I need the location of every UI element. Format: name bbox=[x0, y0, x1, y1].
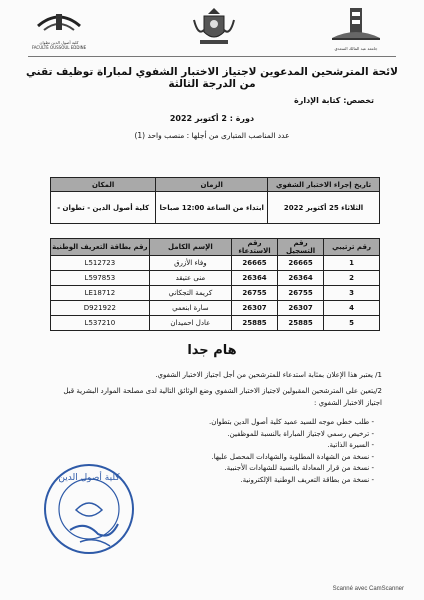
registration-cell: 26665 bbox=[278, 256, 324, 271]
table-row bbox=[51, 286, 380, 301]
header-divider bbox=[28, 56, 396, 57]
exam-info-table bbox=[50, 177, 380, 224]
exam-info-row bbox=[51, 192, 380, 224]
fullname-cell: كريمة التجكاني bbox=[149, 286, 231, 301]
note-2-line-2: اجتياز الاختبار الشفوي : bbox=[313, 398, 382, 407]
coat-of-arms-icon bbox=[190, 6, 238, 48]
convocation-cell: 26307 bbox=[231, 301, 277, 316]
rank-cell: 5 bbox=[324, 316, 380, 331]
important-heading: هام جدا bbox=[187, 343, 237, 358]
stamp-text: كلية أصول الدين bbox=[58, 473, 120, 483]
faculty-emblem-icon bbox=[30, 6, 88, 36]
table-row bbox=[51, 316, 380, 331]
university-tower-icon bbox=[328, 6, 384, 42]
session-line: دورة : 2 أكتوبر 2022 bbox=[169, 114, 255, 123]
table-row bbox=[51, 271, 380, 286]
convocation-cell: 25885 bbox=[231, 316, 277, 331]
fullname-header: الإسم الكامل bbox=[149, 239, 231, 256]
registration-cell: 26307 bbox=[278, 301, 324, 316]
exam-date-cell: الثلاثاء 25 أكتوبر 2022 bbox=[268, 192, 380, 224]
fullname-cell: سارة ابنعمي bbox=[149, 301, 231, 316]
rank-header: رقم ترتيبي bbox=[324, 239, 380, 256]
list-item: - السيرة الذاتية. bbox=[327, 441, 374, 450]
rank-cell: 3 bbox=[324, 286, 380, 301]
document-title: لائحة المترشحين المدعوين لاجتياز الاختبار الشفوي لمباراة توظيف تقني من الدرجة الثالثة bbox=[26, 66, 398, 90]
convocation-cell: 26755 bbox=[231, 286, 277, 301]
list-item: - نسخة من قرار المعادلة بالنسبة للشهادات الأجنبية. bbox=[224, 464, 374, 473]
list-item: - نسخة من بطاقة التعريف الوطنية الإلكترونية. bbox=[240, 475, 374, 484]
registration-cell: 26755 bbox=[278, 286, 324, 301]
convocation-cell: 26665 bbox=[231, 256, 277, 271]
scanner-note: Scanné avec CamScanner bbox=[332, 586, 404, 592]
exam-place-cell: كلية أصول الدين - تطوان - bbox=[51, 192, 156, 224]
rank-cell: 4 bbox=[324, 301, 380, 316]
registration-cell: 25885 bbox=[278, 316, 324, 331]
candidates-header-row bbox=[51, 239, 380, 256]
convocation-cell: 26364 bbox=[231, 271, 277, 286]
list-item: - طلب خطي موجه للسيد عميد كلية أصول الدين بتطوان. bbox=[208, 418, 374, 426]
cin-cell: L597853 bbox=[51, 271, 150, 286]
faculty-logo-caption-fr: FACULTÉ OUSSOUL EDDINE bbox=[31, 45, 87, 50]
registration-header: رقم التسجيل bbox=[278, 239, 324, 256]
coat-of-arms-logo bbox=[190, 6, 238, 52]
official-stamp bbox=[40, 460, 138, 558]
faculty-logo-caption-ar: كلية أصول الدين تطوان bbox=[39, 40, 79, 45]
exam-date-header: تاريخ إجراء الاختبار الشفوي bbox=[268, 178, 380, 192]
faculty-logo bbox=[30, 6, 88, 52]
cin-cell: LE18712 bbox=[51, 286, 150, 301]
fullname-cell: عادل احميدان bbox=[149, 316, 231, 331]
list-item: - ترخيص رسمي لاجتياز المباراة بالنسبة للموظفين. bbox=[227, 429, 374, 438]
exam-time-cell: ابتداء من الساعة 12:00 صباحا bbox=[156, 192, 268, 224]
university-logo-caption: جامعة عبد المالك السعدي bbox=[334, 46, 378, 51]
registration-cell: 26364 bbox=[278, 271, 324, 286]
fullname-cell: وفاء الأزرق bbox=[149, 256, 231, 271]
cin-header: رقم بطاقة التعريف الوطنية bbox=[51, 239, 150, 256]
posts-line: عدد المناصب المتبارى من أجلها : منصب واحد (1) bbox=[134, 131, 290, 140]
candidates-table bbox=[50, 238, 380, 331]
cin-cell: L512723 bbox=[51, 256, 150, 271]
note-2-line-1: 2/يتعين على المترشحين المقبولين لاجتياز الاختبار الشفوي وضع الوثائق التالية لدى مصلحة الموارد البشرية قبل bbox=[63, 387, 382, 395]
rank-cell: 2 bbox=[324, 271, 380, 286]
note-1: 1/ يعتبر هذا الإعلان بمثابة استدعاء للمترشحين من أجل اجتياز الاختبار الشفوي. bbox=[155, 371, 382, 379]
exam-place-header: المكان bbox=[51, 178, 156, 192]
cin-cell: L537210 bbox=[51, 316, 150, 331]
table-row bbox=[51, 256, 380, 271]
university-logo bbox=[328, 6, 384, 52]
table-row bbox=[51, 301, 380, 316]
cin-cell: D921922 bbox=[51, 301, 150, 316]
fullname-cell: منى عتيقد bbox=[149, 271, 231, 286]
exam-time-header: الزمان bbox=[156, 178, 268, 192]
rank-cell: 1 bbox=[324, 256, 380, 271]
note-2 bbox=[32, 386, 382, 409]
convocation-header: رقم الاستدعاء bbox=[231, 239, 277, 256]
list-item: - نسخة من الشهادة المطلوبة والشهادات المحصل عليها. bbox=[211, 452, 374, 461]
specialty-line: تخصص: كتابة الإدارة bbox=[294, 96, 374, 105]
exam-info-header-row bbox=[51, 178, 380, 192]
